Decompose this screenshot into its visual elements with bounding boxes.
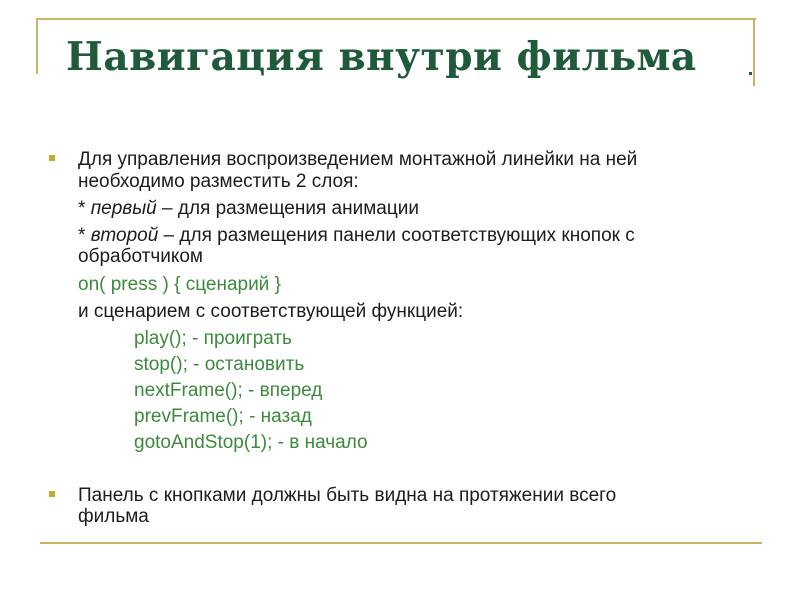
bullet2-line2: фильма [78, 506, 149, 527]
layer-first-name: первый [90, 198, 157, 219]
title-right-rule [753, 18, 755, 86]
layer-first-item [78, 198, 419, 220]
layer-second-name: второй [90, 225, 159, 246]
scenario-text: и сценарием с соответствующей функцией: [78, 301, 464, 322]
layer-second-desc: – для размещения панели соответствующих кнопок с [158, 225, 635, 246]
slide-title: Навигация внутри фильма [66, 34, 697, 80]
layer-second-line2: обработчиком [78, 246, 203, 267]
title-dot [749, 72, 752, 75]
bottom-rule [40, 542, 762, 544]
layer-first-desc: – для размещения анимации [156, 198, 419, 219]
function-play: play(); - проиграть [134, 328, 292, 349]
function-stop: stop(); - остановить [134, 354, 305, 375]
function-goto-and-stop: gotoAndStop(1); - в начало [134, 432, 368, 453]
layer-second-item [78, 225, 635, 247]
handler-code: on( press ) { сценарий } [78, 274, 281, 295]
bullet-marker-1 [49, 155, 55, 161]
function-prev-frame: prevFrame(); - назад [134, 406, 312, 427]
layer-first-prefix: * [78, 198, 91, 219]
title-left-rule [36, 18, 38, 74]
bullet2-line1: Панель с кнопками должны быть видна на протяжении всего [78, 485, 617, 506]
bullet-marker-2 [49, 491, 55, 497]
title-top-rule [36, 18, 756, 20]
layer-second-prefix: * [78, 225, 91, 246]
bullet1-line2: необходимо разместить 2 слоя: [78, 171, 359, 192]
function-next-frame: nextFrame(); - вперед [134, 380, 323, 401]
bullet1-line1: Для управления воспроизведением монтажной линейки на ней [78, 149, 638, 170]
